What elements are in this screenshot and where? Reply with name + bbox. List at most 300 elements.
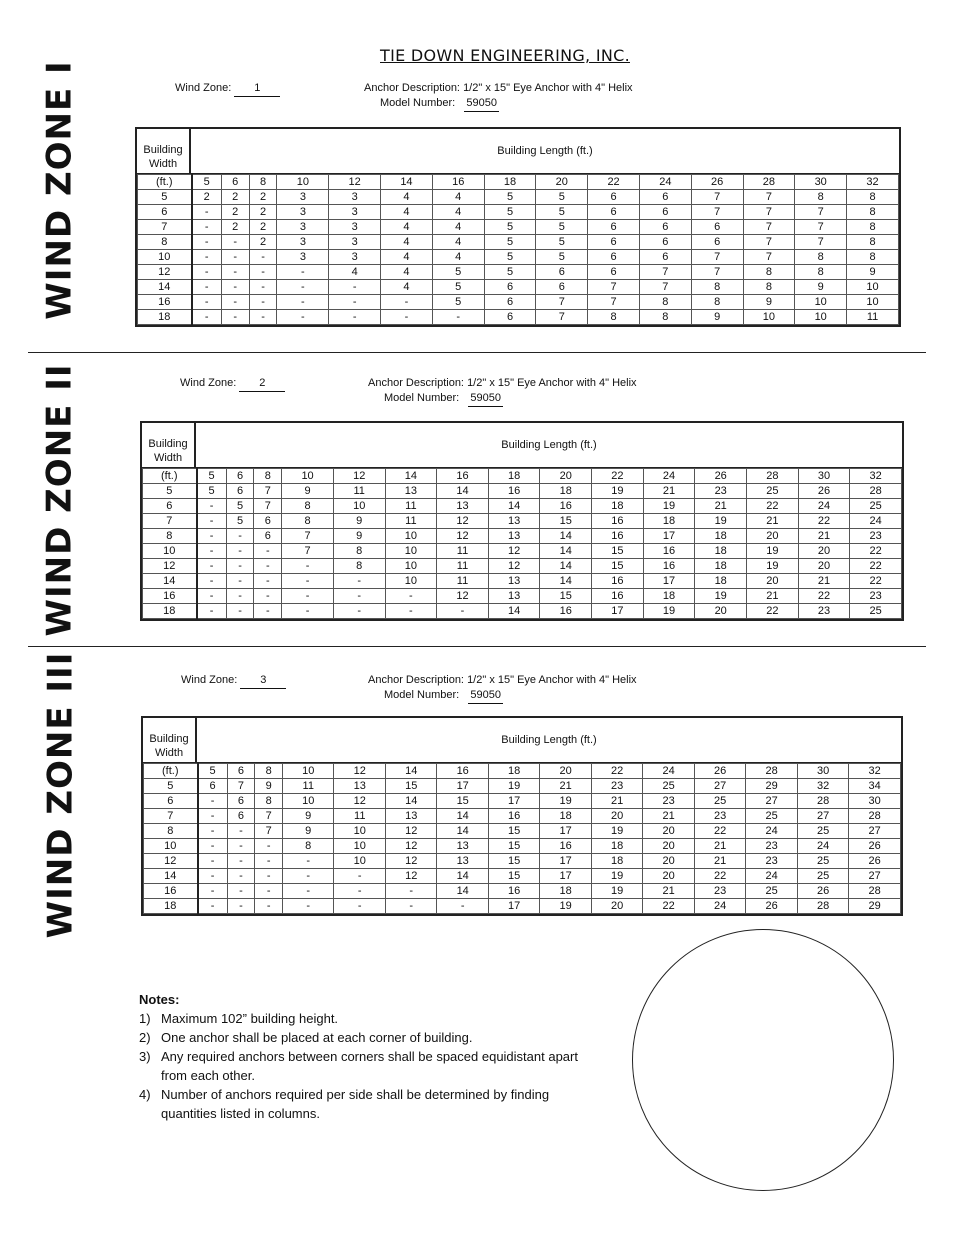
anchor-count-cell: 7 xyxy=(588,295,640,310)
width-cell: 6 xyxy=(143,499,197,514)
anchor-count-cell: 21 xyxy=(798,529,850,544)
anchor-count-cell: 9 xyxy=(847,265,899,280)
anchor-count-cell: 3 xyxy=(277,220,329,235)
anchor-count-cell: 15 xyxy=(540,589,592,604)
anchor-count-cell: 2 xyxy=(249,205,277,220)
building-length-header: Building Length (ft.) xyxy=(501,734,597,746)
anchor-count-cell: 3 xyxy=(277,235,329,250)
anchor-count-cell: - xyxy=(249,265,277,280)
anchor-count-cell: 17 xyxy=(540,854,591,869)
anchor-count-cell: 4 xyxy=(329,265,381,280)
anchor-count-cell: 19 xyxy=(488,779,539,794)
anchor-count-cell: - xyxy=(198,794,228,809)
anchor-count-cell: 16 xyxy=(592,574,644,589)
anchor-count-cell: - xyxy=(192,280,222,295)
anchor-count-cell: 7 xyxy=(795,205,847,220)
anchor-count-cell: 18 xyxy=(540,884,591,899)
anchor-count-cell: 8 xyxy=(795,265,847,280)
anchor-count-cell: - xyxy=(192,295,222,310)
anchor-count-cell: 18 xyxy=(695,559,747,574)
length-header-cell: 10 xyxy=(282,469,334,484)
anchor-count-cell: 6 xyxy=(588,220,640,235)
building-length-header: Building Length (ft.) xyxy=(497,145,593,157)
anchor-count-cell: 20 xyxy=(591,899,642,914)
anchor-count-cell: 8 xyxy=(743,280,795,295)
width-cell: 12 xyxy=(144,854,198,869)
anchor-count-cell: 15 xyxy=(437,794,488,809)
anchor-count-cell: 4 xyxy=(381,190,433,205)
length-header-cell: 18 xyxy=(488,469,540,484)
anchor-count-cell: 7 xyxy=(691,205,743,220)
anchor-count-cell: 14 xyxy=(437,809,488,824)
anchor-count-cell: - xyxy=(437,899,488,914)
length-header-cell: 32 xyxy=(849,764,901,779)
anchor-count-cell: 25 xyxy=(746,809,797,824)
anchor-count-cell: - xyxy=(221,295,249,310)
anchor-count-cell: - xyxy=(329,280,381,295)
anchor-count-cell: 11 xyxy=(847,310,899,325)
anchor-count-cell: 8 xyxy=(282,499,334,514)
anchor-count-cell: 8 xyxy=(847,205,899,220)
anchor-count-cell: - xyxy=(249,295,277,310)
anchor-count-cell: - xyxy=(255,884,283,899)
length-header-cell: 28 xyxy=(746,764,797,779)
anchor-count-cell: 29 xyxy=(746,779,797,794)
anchor-count-cell: 23 xyxy=(643,794,694,809)
length-header-cell: 28 xyxy=(743,175,795,190)
anchor-count-cell: - xyxy=(277,295,329,310)
anchor-count-cell: 10 xyxy=(847,295,899,310)
anchor-count-cell: 13 xyxy=(488,529,540,544)
anchor-count-cell: 23 xyxy=(850,529,902,544)
anchor-count-cell: 19 xyxy=(592,484,644,499)
anchor-count-cell: 20 xyxy=(643,824,694,839)
anchor-count-cell: 10 xyxy=(795,310,847,325)
anchor-meta: Anchor Description: 1/2" x 15" Eye Anchor with 4" Helix Model Number: 59050 xyxy=(368,673,637,704)
anchor-count-cell: 6 xyxy=(588,190,640,205)
anchor-count-cell: 21 xyxy=(747,514,799,529)
anchor-count-cell: 25 xyxy=(746,884,797,899)
anchor-count-cell: 11 xyxy=(437,574,489,589)
anchor-count-cell: 16 xyxy=(488,809,539,824)
anchor-count-cell: 6 xyxy=(254,529,282,544)
anchor-count-cell: 34 xyxy=(849,779,901,794)
anchor-count-cell: - xyxy=(283,899,334,914)
length-header-cell: 12 xyxy=(333,469,385,484)
table-header xyxy=(143,718,901,763)
anchor-count-cell: 22 xyxy=(798,589,850,604)
anchor-count-cell: 3 xyxy=(329,235,381,250)
anchor-count-cell: - xyxy=(198,809,228,824)
anchor-count-cell: 13 xyxy=(437,839,488,854)
anchor-count-cell: 13 xyxy=(488,589,540,604)
anchor-count-cell: 12 xyxy=(488,559,540,574)
anchor-count-cell: 20 xyxy=(643,839,694,854)
length-header-cell: 22 xyxy=(592,469,644,484)
length-header-cell: 6 xyxy=(227,764,255,779)
anchor-count-cell: 9 xyxy=(283,824,334,839)
length-header-cell: 30 xyxy=(798,469,850,484)
width-cell: 5 xyxy=(144,779,198,794)
anchor-count-cell: 12 xyxy=(437,589,489,604)
anchor-count-cell: 12 xyxy=(488,544,540,559)
anchor-count-cell: 20 xyxy=(643,869,694,884)
anchor-count-cell: 20 xyxy=(695,604,747,619)
anchor-count-cell: 19 xyxy=(747,544,799,559)
anchor-count-cell: 5 xyxy=(484,205,536,220)
anchor-count-cell: - xyxy=(329,310,381,325)
width-cell: 7 xyxy=(144,809,198,824)
anchor-count-cell: 13 xyxy=(334,779,385,794)
anchor-count-cell: 8 xyxy=(333,544,385,559)
anchor-count-cell: 6 xyxy=(536,280,588,295)
anchor-count-cell: 29 xyxy=(849,899,901,914)
anchor-count-cell: - xyxy=(333,604,385,619)
length-header-cell: 8 xyxy=(254,469,282,484)
anchor-count-cell: 12 xyxy=(385,824,436,839)
length-header-cell: 24 xyxy=(643,764,694,779)
anchor-count-cell: 5 xyxy=(536,250,588,265)
length-header-cell: 14 xyxy=(385,469,437,484)
anchor-count-cell: 18 xyxy=(592,499,644,514)
anchor-count-cell: 14 xyxy=(488,604,540,619)
anchor-count-cell: 18 xyxy=(643,589,695,604)
anchor-count-cell: 19 xyxy=(695,589,747,604)
length-header-cell: 26 xyxy=(695,469,747,484)
anchor-count-cell: 23 xyxy=(591,779,642,794)
anchor-count-cell: 5 xyxy=(197,484,227,499)
table-row xyxy=(143,559,902,574)
anchor-count-cell: 19 xyxy=(591,824,642,839)
anchor-count-cell: - xyxy=(249,310,277,325)
anchor-count-cell: 16 xyxy=(592,589,644,604)
table-row xyxy=(138,295,899,310)
note-number: 4) xyxy=(139,1087,151,1102)
table-row xyxy=(144,824,901,839)
length-header-cell: 5 xyxy=(197,469,227,484)
anchor-count-cell: 28 xyxy=(849,884,901,899)
anchor-count-cell: - xyxy=(192,235,222,250)
anchor-description-value: 1/2" x 15" Eye Anchor with 4" Helix xyxy=(467,377,637,389)
anchor-count-cell: 10 xyxy=(385,574,437,589)
length-header-cell: 18 xyxy=(488,764,539,779)
anchor-count-cell: - xyxy=(198,839,228,854)
anchor-count-cell: 14 xyxy=(540,529,592,544)
note-item xyxy=(139,1009,581,1028)
anchor-count-cell: - xyxy=(333,574,385,589)
anchor-count-cell: 5 xyxy=(484,220,536,235)
anchor-count-cell: 3 xyxy=(277,205,329,220)
anchor-count-cell: 21 xyxy=(643,884,694,899)
anchor-count-cell: 6 xyxy=(484,310,536,325)
anchor-count-cell: 22 xyxy=(747,604,799,619)
length-header-cell: 30 xyxy=(795,175,847,190)
anchor-count-cell: 4 xyxy=(381,250,433,265)
anchor-count-cell: 14 xyxy=(437,824,488,839)
table-header xyxy=(142,423,902,468)
anchor-count-cell: 9 xyxy=(283,809,334,824)
anchor-count-cell: 20 xyxy=(747,574,799,589)
building-width-header-line: Width xyxy=(148,158,178,170)
anchor-count-cell: 17 xyxy=(592,604,644,619)
anchor-count-cell: 12 xyxy=(334,794,385,809)
table-row xyxy=(144,809,901,824)
anchor-count-cell: 23 xyxy=(850,589,902,604)
building-width-header-line: Width xyxy=(154,747,184,759)
anchor-count-cell: 6 xyxy=(227,794,255,809)
note-number: 3) xyxy=(139,1049,151,1064)
length-header-cell: 26 xyxy=(694,764,745,779)
anchor-count-cell: 8 xyxy=(691,295,743,310)
width-cell: 7 xyxy=(143,514,197,529)
anchor-count-cell: 26 xyxy=(849,839,901,854)
width-cell: 8 xyxy=(138,235,192,250)
anchor-count-cell: 15 xyxy=(540,514,592,529)
anchor-count-cell: 21 xyxy=(694,839,745,854)
anchor-count-cell: - xyxy=(197,499,227,514)
anchor-count-cell: 27 xyxy=(849,824,901,839)
anchor-grid xyxy=(142,468,902,619)
anchor-count-cell: - xyxy=(198,824,228,839)
anchor-count-cell: 10 xyxy=(385,544,437,559)
length-header-cell: 14 xyxy=(385,764,436,779)
anchor-count-cell: 6 xyxy=(484,295,536,310)
anchor-count-cell: - xyxy=(277,280,329,295)
anchor-count-cell: 17 xyxy=(643,574,695,589)
width-unit-cell: (ft.) xyxy=(143,469,197,484)
anchor-count-cell: 4 xyxy=(432,220,484,235)
anchor-count-cell: 8 xyxy=(691,280,743,295)
length-header-cell: 16 xyxy=(437,469,489,484)
table-row xyxy=(143,529,902,544)
anchor-count-cell: 7 xyxy=(743,190,795,205)
anchor-count-cell: - xyxy=(221,235,249,250)
width-cell: 18 xyxy=(143,604,197,619)
anchor-count-cell: - xyxy=(282,604,334,619)
building-width-header-line: Building xyxy=(149,733,189,745)
anchor-count-cell: - xyxy=(249,280,277,295)
anchor-count-cell: 15 xyxy=(488,869,539,884)
anchor-count-cell: 24 xyxy=(746,824,797,839)
length-header-cell: 30 xyxy=(797,764,848,779)
length-header-cell: 18 xyxy=(484,175,536,190)
table-row xyxy=(143,484,902,499)
anchor-count-cell: - xyxy=(385,884,436,899)
table-row xyxy=(138,190,899,205)
note-item xyxy=(139,1028,581,1047)
note-number: 2) xyxy=(139,1030,151,1045)
anchor-count-cell: 8 xyxy=(333,559,385,574)
length-header-cell: 24 xyxy=(643,469,695,484)
anchor-count-cell: 3 xyxy=(329,220,381,235)
anchor-count-cell: 4 xyxy=(432,250,484,265)
anchor-count-cell: 18 xyxy=(695,574,747,589)
anchor-count-cell: 6 xyxy=(639,205,691,220)
anchor-count-cell: - xyxy=(227,839,255,854)
anchor-count-cell: 21 xyxy=(591,794,642,809)
anchor-count-cell: 6 xyxy=(588,250,640,265)
anchor-count-cell: 19 xyxy=(747,559,799,574)
anchor-count-cell: - xyxy=(283,854,334,869)
anchor-count-cell: - xyxy=(254,604,282,619)
anchor-count-cell: - xyxy=(198,884,228,899)
anchor-count-cell: 19 xyxy=(643,499,695,514)
length-header-cell: 22 xyxy=(591,764,642,779)
table-row xyxy=(143,589,902,604)
anchor-count-cell: 6 xyxy=(484,280,536,295)
anchor-count-cell: 5 xyxy=(484,250,536,265)
width-cell: 6 xyxy=(138,205,192,220)
anchor-count-cell: 18 xyxy=(591,854,642,869)
anchor-count-cell: 7 xyxy=(691,250,743,265)
anchor-count-cell: - xyxy=(381,310,433,325)
width-cell: 10 xyxy=(144,839,198,854)
anchor-count-cell: 5 xyxy=(484,235,536,250)
anchor-count-cell: 6 xyxy=(691,235,743,250)
anchor-meta: Anchor Description: 1/2" x 15" Eye Anchor with 4" Helix Model Number: 59050 xyxy=(364,81,633,112)
anchor-count-cell: 18 xyxy=(695,529,747,544)
width-unit-cell: (ft.) xyxy=(144,764,198,779)
anchor-count-cell: 16 xyxy=(488,484,540,499)
anchor-count-cell: - xyxy=(226,544,254,559)
anchor-count-cell: 15 xyxy=(385,779,436,794)
table-row xyxy=(138,280,899,295)
anchor-count-cell: 15 xyxy=(488,839,539,854)
anchor-count-cell: 15 xyxy=(592,559,644,574)
anchor-table-zone-2 xyxy=(140,421,904,621)
anchor-count-cell: 12 xyxy=(385,869,436,884)
anchor-count-cell: 10 xyxy=(334,824,385,839)
anchor-count-cell: 2 xyxy=(221,190,249,205)
anchor-count-cell: 8 xyxy=(255,794,283,809)
anchor-count-cell: 4 xyxy=(381,220,433,235)
anchor-count-cell: 14 xyxy=(540,544,592,559)
anchor-count-cell: 22 xyxy=(747,499,799,514)
anchor-count-cell: 8 xyxy=(847,220,899,235)
anchor-count-cell: 5 xyxy=(484,190,536,205)
anchor-count-cell: 18 xyxy=(695,544,747,559)
length-header-cell: 10 xyxy=(283,764,334,779)
anchor-count-cell: 10 xyxy=(385,559,437,574)
anchor-count-cell: 24 xyxy=(850,514,902,529)
anchor-count-cell: 25 xyxy=(643,779,694,794)
width-cell: 10 xyxy=(138,250,192,265)
anchor-count-cell: - xyxy=(254,574,282,589)
anchor-count-cell: 17 xyxy=(643,529,695,544)
anchor-count-cell: - xyxy=(277,265,329,280)
anchor-count-cell: - xyxy=(221,265,249,280)
company-title: TIE DOWN ENGINEERING, INC. xyxy=(380,46,630,65)
anchor-count-cell: 21 xyxy=(694,854,745,869)
anchor-count-cell: 4 xyxy=(381,280,433,295)
length-header-cell: 20 xyxy=(540,469,592,484)
anchor-count-cell: 11 xyxy=(385,499,437,514)
anchor-count-cell: 7 xyxy=(691,265,743,280)
anchor-count-cell: - xyxy=(282,559,334,574)
length-header-cell: 20 xyxy=(536,175,588,190)
length-header-cell: 28 xyxy=(747,469,799,484)
anchor-count-cell: 17 xyxy=(488,794,539,809)
anchor-count-cell: 23 xyxy=(695,484,747,499)
anchor-count-cell: 7 xyxy=(795,220,847,235)
anchor-meta: Anchor Description: 1/2" x 15" Eye Anchor with 4" Helix Model Number: 59050 xyxy=(368,376,637,407)
anchor-count-cell: 8 xyxy=(795,250,847,265)
anchor-count-cell: 22 xyxy=(643,899,694,914)
table-row xyxy=(144,794,901,809)
length-header-cell: 6 xyxy=(226,469,254,484)
anchor-count-cell: 8 xyxy=(588,310,640,325)
anchor-count-cell: 14 xyxy=(540,559,592,574)
width-cell: 7 xyxy=(138,220,192,235)
anchor-count-cell: 5 xyxy=(536,220,588,235)
width-cell: 5 xyxy=(143,484,197,499)
anchor-count-cell: - xyxy=(227,824,255,839)
width-cell: 18 xyxy=(138,310,192,325)
table-row xyxy=(143,574,902,589)
anchor-count-cell: - xyxy=(226,589,254,604)
table-row xyxy=(144,839,901,854)
anchor-count-cell: 21 xyxy=(798,574,850,589)
anchor-count-cell: - xyxy=(329,295,381,310)
anchor-count-cell: 4 xyxy=(381,265,433,280)
anchor-count-cell: 5 xyxy=(226,499,254,514)
note-text: One anchor shall be placed at each corner of building. xyxy=(161,1030,473,1045)
anchor-count-cell: 8 xyxy=(847,250,899,265)
anchor-count-cell: 27 xyxy=(849,869,901,884)
anchor-count-cell: - xyxy=(282,574,334,589)
anchor-count-cell: 11 xyxy=(385,514,437,529)
building-width-header-line: Building xyxy=(148,438,188,450)
anchor-count-cell: 22 xyxy=(694,824,745,839)
anchor-count-cell: - xyxy=(226,574,254,589)
anchor-count-cell: - xyxy=(254,589,282,604)
anchor-count-cell: - xyxy=(254,544,282,559)
anchor-count-cell: 26 xyxy=(797,884,848,899)
seal-placeholder-circle xyxy=(632,929,894,1191)
anchor-count-cell: 10 xyxy=(743,310,795,325)
anchor-count-cell: 32 xyxy=(797,779,848,794)
anchor-count-cell: - xyxy=(385,899,436,914)
anchor-count-cell: - xyxy=(334,899,385,914)
anchor-count-cell: - xyxy=(227,854,255,869)
anchor-count-cell: - xyxy=(197,544,227,559)
anchor-count-cell: 3 xyxy=(329,250,381,265)
model-number-value: 59050 xyxy=(468,688,503,704)
table-row xyxy=(143,514,902,529)
anchor-count-cell: - xyxy=(432,310,484,325)
anchor-count-cell: 8 xyxy=(847,235,899,250)
anchor-count-cell: 21 xyxy=(695,499,747,514)
anchor-count-cell: - xyxy=(197,514,227,529)
model-number-value: 59050 xyxy=(468,391,503,407)
width-cell: 14 xyxy=(143,574,197,589)
anchor-count-cell: 15 xyxy=(592,544,644,559)
length-header-cell: 20 xyxy=(540,764,591,779)
wind-zone-value: 3 xyxy=(240,673,286,689)
anchor-count-cell: 9 xyxy=(795,280,847,295)
anchor-count-cell: - xyxy=(198,854,228,869)
width-cell: 12 xyxy=(143,559,197,574)
anchor-count-cell: 20 xyxy=(747,529,799,544)
anchor-count-cell: 12 xyxy=(385,839,436,854)
anchor-count-cell: 19 xyxy=(540,899,591,914)
anchor-count-cell: 22 xyxy=(850,574,902,589)
anchor-count-cell: 7 xyxy=(282,529,334,544)
anchor-count-cell: 5 xyxy=(226,514,254,529)
anchor-count-cell: 23 xyxy=(798,604,850,619)
width-cell: 5 xyxy=(138,190,192,205)
anchor-count-cell: - xyxy=(192,250,222,265)
